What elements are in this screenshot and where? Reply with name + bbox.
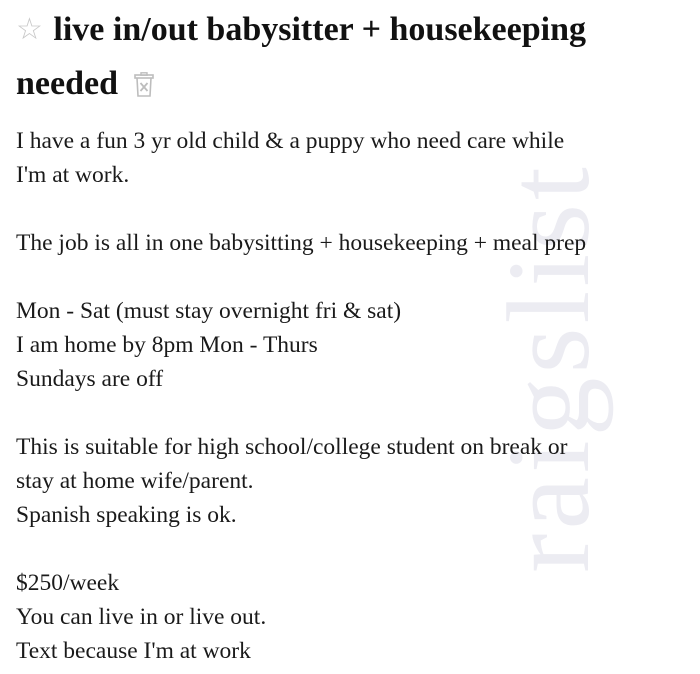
favorite-star-icon[interactable]: ☆ <box>16 13 43 46</box>
body-line: Spanish speaking is ok. <box>16 502 237 528</box>
paragraph-gap <box>16 396 700 430</box>
posting-title-line1: live in/out babysitter + housekeeping <box>53 11 587 48</box>
posting-title <box>16 0 676 111</box>
body-line: $250/week <box>16 570 120 596</box>
hide-trash-icon[interactable] <box>133 61 155 87</box>
posting-body <box>16 124 700 668</box>
posting-title-line2: needed <box>16 65 118 102</box>
body-line: stay at home wife/parent. <box>16 468 254 494</box>
paragraph-gap <box>16 532 700 566</box>
body-line: I am home by 8pm Mon - Thurs <box>16 332 318 358</box>
paragraph-gap <box>16 192 700 226</box>
body-line: I have a fun 3 yr old child & a puppy who need care while <box>16 128 565 154</box>
body-line: You can live in or live out. <box>16 604 267 630</box>
body-line: This is suitable for high school/college student on break or <box>16 434 568 460</box>
body-line: I'm at work. <box>16 162 130 188</box>
body-line: Text because I'm at work <box>16 638 251 664</box>
body-line: The job is all in one babysitting + housekeeping + meal prep <box>16 230 587 256</box>
paragraph-gap <box>16 260 700 294</box>
craigslist-watermark: raigslist <box>483 163 615 573</box>
body-line: Sundays are off <box>16 366 164 392</box>
body-line: Mon - Sat (must stay overnight fri & sat) <box>16 298 402 324</box>
